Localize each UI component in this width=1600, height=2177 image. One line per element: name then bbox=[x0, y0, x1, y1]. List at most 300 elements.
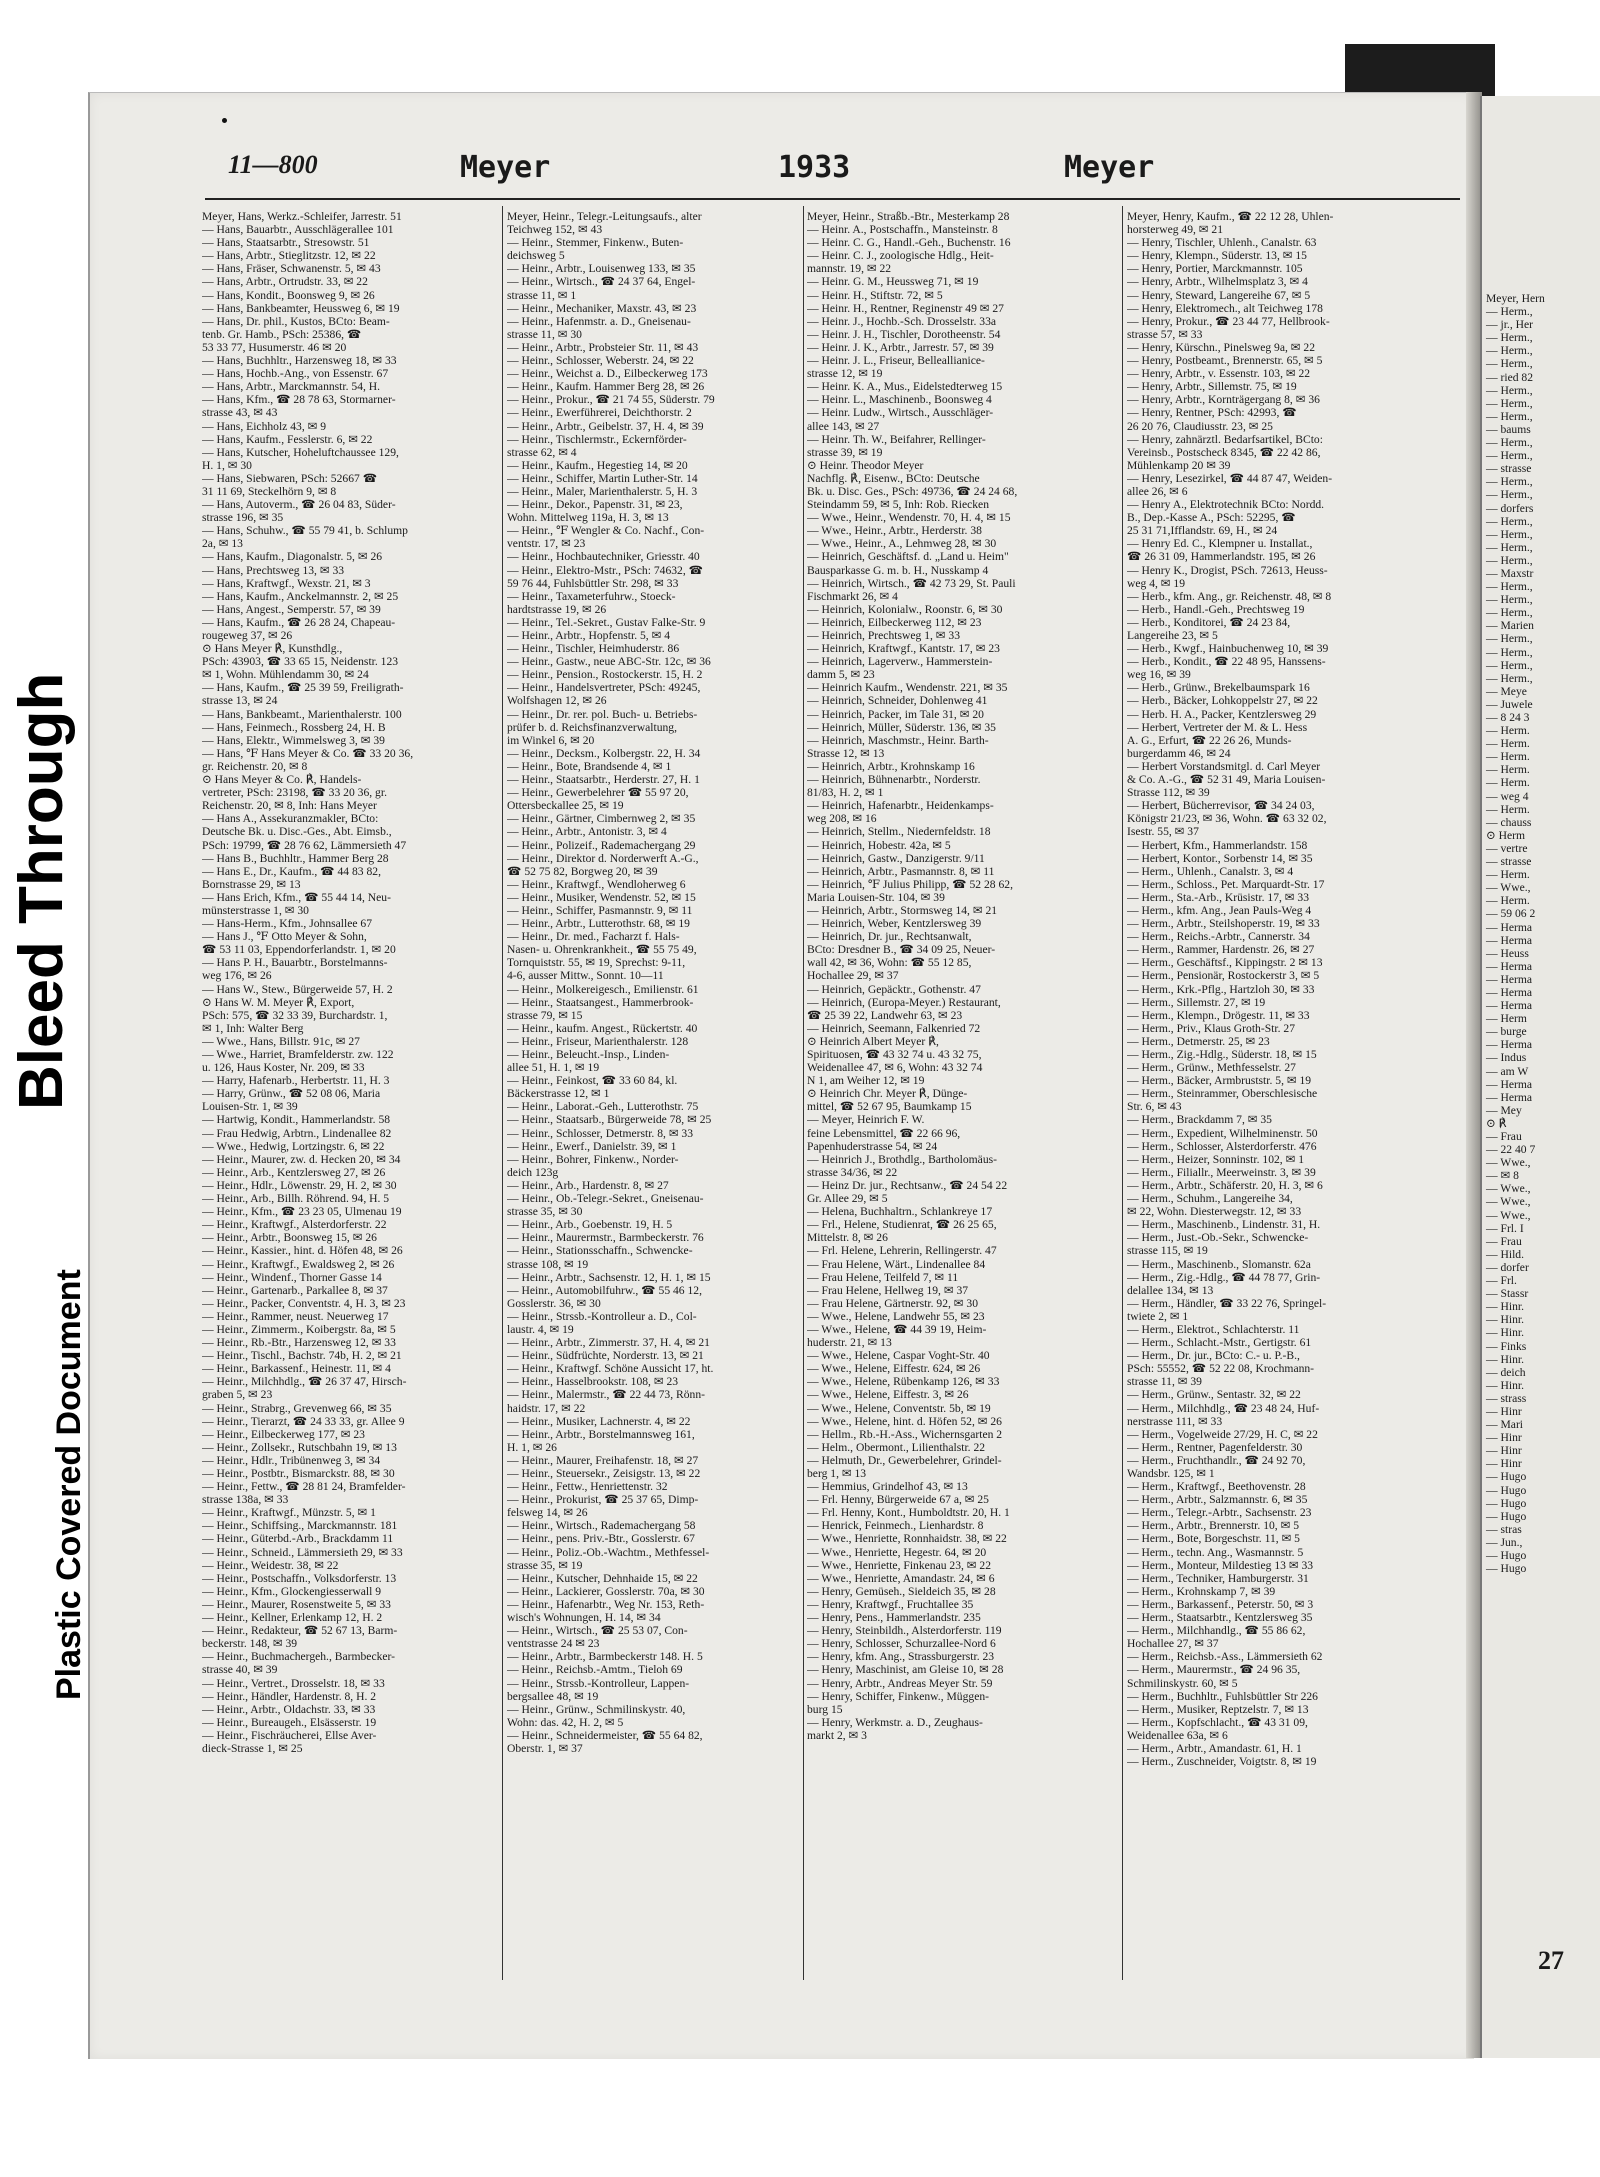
directory-entry: — Heinr., Schiffer, Pasmannstr. 9, ✉ 11 bbox=[507, 903, 693, 917]
directory-entry: — Herb., Konditorei, ☎ 24 23 84, bbox=[1127, 615, 1291, 629]
next-page-entry: ⊙ Herm bbox=[1486, 828, 1526, 842]
directory-entry: — Herm., Milchhandlg., ☎ 55 86 62, bbox=[1127, 1624, 1306, 1638]
directory-entry: — Herbert, Bücherrevisor, ☎ 34 24 03, bbox=[1127, 799, 1315, 813]
directory-entry: — Heinr., Malermstr., ☎ 22 44 73, Rönn- bbox=[507, 1388, 705, 1402]
directory-entry: — Herm., Barkassenf., Peterstr. 50, ✉ 3 bbox=[1127, 1597, 1314, 1611]
next-page-entry: — Herm., bbox=[1486, 671, 1533, 685]
directory-entry: — Heinr., Maurer, zw. d. Hecken 20, ✉ 34 bbox=[202, 1152, 401, 1166]
next-page-entry: — Herm., bbox=[1486, 357, 1533, 371]
directory-entry: — Heinr., Handelsvertreter, PSch: 49245, bbox=[507, 681, 701, 695]
directory-entry: — Heinr., Schneidermeister, ☎ 55 64 82, bbox=[507, 1728, 703, 1742]
directory-entry: — Heinr., Strabrg., Grevenweg 66, ✉ 35 bbox=[202, 1401, 392, 1415]
directory-entry: — Hans, Kraftwgf., Wexstr. 21, ✉ 3 bbox=[202, 576, 371, 590]
directory-entry: — Heinr., Arbtr., Hopfenstr. 5, ✉ 4 bbox=[507, 629, 670, 642]
directory-entry: B., Dep.-Kasse A., PSch: 52295, ☎ bbox=[1127, 511, 1296, 525]
next-page-entry: — Frl. bbox=[1486, 1274, 1517, 1288]
directory-entry: — Heinr., Arbtr., Louisenweg 133, ✉ 35 bbox=[507, 262, 696, 276]
directory-entry: — Heinr. H., Rentner, Reginenstr 49 ✉ 27 bbox=[807, 301, 1004, 315]
directory-entry: — Heinrich, Weber, Kentzlersweg 39 bbox=[807, 917, 982, 931]
directory-entry: — Herm., Staatsarbtr., Kentzlersweg 35 bbox=[1127, 1611, 1313, 1625]
directory-entry: — Heinr., Rb.-Btr., Harzensweg 12, ✉ 33 bbox=[202, 1336, 396, 1350]
directory-entry: Weidenallee 47, ✉ 6, Wohn: 43 32 74 bbox=[807, 1061, 983, 1075]
directory-entry: — Heinrich, Schneider, Dohlenweg 41 bbox=[807, 694, 988, 708]
directory-entry: Str. 6, ✉ 43 bbox=[1127, 1100, 1182, 1114]
directory-entry: — Hans-Herm., Kfm., Johnsallee 67 bbox=[202, 917, 373, 931]
directory-entry: — Frl. Henny, Bürgerweide 67 a, ✉ 25 bbox=[807, 1493, 989, 1507]
next-page-entry: — Herm., bbox=[1486, 488, 1533, 502]
directory-entry: — Heinr., Eilbeckerweg 177, ✉ 23 bbox=[202, 1427, 365, 1441]
directory-entry: — Heinr., Kraftwgf. Schöne Aussicht 17, ht. bbox=[507, 1362, 714, 1376]
directory-entry: — Heinrich, ℉ Julius Philipp, ☎ 52 28 62, bbox=[807, 877, 1013, 891]
directory-entry: Schmilinskystr. 60, ✉ 5 bbox=[1127, 1676, 1238, 1690]
directory-entry: — Heinr., Dekor., Papenstr. 31, ✉ 23, bbox=[507, 498, 683, 512]
directory-entry: — Heinr., Kassier., hint. d. Höfen 48, ✉ 26 bbox=[202, 1244, 403, 1258]
next-page-entry: — Jun., bbox=[1486, 1535, 1523, 1549]
header-rule bbox=[205, 198, 1460, 200]
directory-entry: — Herm., Musiker, Reptzelstr. 7, ✉ 13 bbox=[1127, 1702, 1309, 1716]
next-page-entry: ⊙ ℟ bbox=[1486, 1116, 1507, 1130]
directory-entry: — Heinr., Maler, Marienthalerstr. 5, H. 3 bbox=[507, 484, 698, 498]
directory-entry: u. 126, Haus Koster, Nr. 209, ✉ 33 bbox=[202, 1061, 365, 1075]
directory-entry: — Hans, Kutscher, Hoheluftchaussee 129, bbox=[202, 445, 399, 459]
directory-entry: — Heinr., Pension., Rostockerstr. 15, H. 2 bbox=[507, 668, 703, 682]
directory-entry: ⊙ Hans Meyer & Co. ℟, Handels- bbox=[202, 773, 362, 787]
directory-entry: — Herm., Kopfschlacht., ☎ 43 31 09, bbox=[1127, 1715, 1308, 1729]
directory-entry: — Hans B., Buchhltr., Hammer Berg 28 bbox=[202, 851, 389, 865]
directory-entry: — Wwe., Heinr., A., Lehmweg 28, ✉ 30 bbox=[807, 537, 997, 551]
next-page-entry: — Herm. bbox=[1486, 894, 1530, 908]
directory-entry: — Heinrich, Lagerverw., Hammerstein- bbox=[807, 655, 993, 669]
next-page-entry: — Frau bbox=[1486, 1234, 1522, 1248]
next-page-entry: — Herm., bbox=[1486, 344, 1533, 358]
directory-entry: — Heinr., Musiker, Wendenstr. 52, ✉ 15 bbox=[507, 890, 696, 904]
directory-entry: — Henry, Pens., Hammerlandstr. 235 bbox=[807, 1611, 981, 1625]
directory-entry: — Heinr., Redakteur, ☎ 52 67 13, Barm- bbox=[202, 1624, 398, 1638]
directory-entry: — Herm., kfm. Ang., Jean Pauls-Weg 4 bbox=[1127, 903, 1312, 917]
directory-entry: — Heinr., Maurermstr., Barmbeckerstr. 76 bbox=[507, 1231, 704, 1245]
directory-entry: 31 11 69, Steckelhörn 9, ✉ 8 bbox=[202, 484, 337, 498]
directory-column-2 bbox=[507, 210, 837, 1980]
next-page-entry: — Wwe., bbox=[1486, 1208, 1531, 1222]
directory-entry: strasse 34/36, ✉ 22 bbox=[807, 1165, 898, 1179]
directory-entry: — Heinr., Weidestr. 38, ✉ 22 bbox=[202, 1558, 339, 1572]
directory-entry: tenb. Gr. Hamb., PSch: 25386, ☎ bbox=[202, 327, 362, 341]
next-page-entry: — Frl. I bbox=[1486, 1221, 1524, 1235]
directory-entry: ventstrasse 24 ✉ 23 bbox=[507, 1637, 600, 1651]
directory-entry: — Herm., Buchhltr., Fuhlsbüttler Str 226 bbox=[1127, 1689, 1318, 1703]
next-page-entry: — Herm., bbox=[1486, 331, 1533, 345]
directory-entry: Spirituosen, ☎ 43 32 74 u. 43 32 75, bbox=[807, 1048, 982, 1061]
directory-entry: — Heinr., Bohrer, Finkenw., Norder- bbox=[507, 1152, 679, 1166]
directory-entry: — Henry, zahnärztl. Bedarfsartikel, BCto: bbox=[1127, 432, 1323, 446]
directory-entry: mannstr. 19, ✉ 22 bbox=[807, 262, 892, 276]
directory-column-3 bbox=[807, 210, 1137, 1980]
directory-entry: Hochallee 27, ✉ 37 bbox=[1127, 1637, 1219, 1651]
next-page-entry: — Herma bbox=[1486, 1038, 1533, 1052]
directory-entry: Oberstr. 1, ✉ 37 bbox=[507, 1741, 583, 1755]
next-page-entry: — Herma bbox=[1486, 959, 1533, 973]
directory-entry: — Henry, Tischler, Uhlenh., Canalstr. 63 bbox=[1127, 236, 1317, 250]
directory-entry: — Heinr., Automobilfuhrw., ☎ 55 46 12, bbox=[507, 1283, 702, 1297]
directory-entry: — Heinr., Arbtr., Zimmerstr. 37, H. 4, ✉ 21 bbox=[507, 1336, 710, 1350]
next-page-entry: — burge bbox=[1486, 1025, 1527, 1039]
directory-entry: Bk. u. Disc. Ges., PSch: 49736, ☎ 24 24 68, bbox=[807, 484, 1018, 498]
directory-entry: Isestr. 55, ✉ 37 bbox=[1127, 825, 1199, 839]
directory-entry: — Heinr., Maurer, Freihafenstr. 18, ✉ 27 bbox=[507, 1453, 699, 1467]
directory-entry: — Herm., Schlacht.-Mstr., Gertigstr. 61 bbox=[1127, 1336, 1312, 1350]
directory-entry: damm 5, ✉ 23 bbox=[807, 668, 875, 682]
directory-entry: — Heinrich, Seemann, Falkenried 72 bbox=[807, 1021, 981, 1035]
directory-entry: — Hans, Dr. phil., Kustos, BCto: Beam- bbox=[202, 314, 390, 328]
directory-entry: ⊙ Hans W. M. Meyer ℟, Export, bbox=[202, 995, 355, 1009]
directory-entry: — Wwe., Helene, Eiffestr. 624, ✉ 26 bbox=[807, 1362, 981, 1376]
directory-entry: — Heinrich, Arbtr., Pasmannstr. 8, ✉ 11 bbox=[807, 864, 995, 878]
directory-entry: — Herm., Arbtr., Brennerstr. 10, ✉ 5 bbox=[1127, 1519, 1300, 1533]
directory-entry: ☎ 26 31 09, Hammerlandstr. 195, ✉ 26 bbox=[1127, 550, 1316, 564]
directory-entry: deich 123g bbox=[507, 1165, 559, 1179]
directory-entry: Meyer, Henry, Kaufm., ☎ 22 12 28, Uhlen- bbox=[1127, 210, 1334, 223]
directory-entry: — Heinr., Ewerf., Danielstr. 39, ✉ 1 bbox=[507, 1139, 677, 1153]
directory-entry: — Hans, Kfm., ☎ 28 78 63, Stormarner- bbox=[202, 393, 396, 407]
directory-entry: — Hans, Feinmech., Rossberg 24, H. B bbox=[202, 720, 386, 734]
directory-entry: — Heinr. K. A., Mus., Eidelstedterweg 15 bbox=[807, 380, 1003, 394]
directory-entry: — Heinr., Hdlr., Löwenstr. 29, H. 2, ✉ 30 bbox=[202, 1178, 397, 1192]
directory-entry: — Hans, Schuhw., ☎ 55 79 41, b. Schlump bbox=[202, 524, 408, 538]
next-page-entry: — Herm. bbox=[1486, 763, 1530, 777]
directory-entry: — Herm., Zuschneider, Voigtstr. 8, ✉ 19 bbox=[1127, 1755, 1317, 1769]
directory-entry: — Herm., Arbtr., Amandastr. 61, H. 1 bbox=[1127, 1741, 1302, 1755]
directory-entry: — Herm., Grünw., Sentastr. 32, ✉ 22 bbox=[1127, 1388, 1301, 1402]
directory-entry: — Heinrich, Prechtsweg 1, ✉ 33 bbox=[807, 629, 960, 642]
directory-entry: weg 208, ✉ 16 bbox=[807, 812, 877, 826]
directory-entry: — Frl. Henny, Kont., Humboldtstr. 20, H. 1 bbox=[807, 1506, 1010, 1520]
directory-entry: haidstr. 17, ✉ 22 bbox=[507, 1401, 586, 1415]
directory-entry: — Wwe., Helene, hint. d. Höfen 52, ✉ 26 bbox=[807, 1414, 1002, 1428]
directory-entry: — Hans, Bauarbtr., Ausschlägerallee 101 bbox=[202, 223, 394, 237]
next-page-entry: — Herm. bbox=[1486, 776, 1530, 790]
directory-entry: — Herm., Brackdamm 7, ✉ 35 bbox=[1127, 1113, 1272, 1127]
directory-entry: — Henry, Arbtr., Sillemstr. 75, ✉ 19 bbox=[1127, 380, 1297, 394]
directory-entry: — Herb., Kwgf., Hainbuchenweg 10, ✉ 39 bbox=[1127, 642, 1329, 656]
next-page-entry: — Herm., bbox=[1486, 305, 1533, 319]
directory-entry: — Helmuth, Dr., Gewerbelehrer, Grindel- bbox=[807, 1453, 1002, 1467]
directory-entry: — Heinr., Kfm., ☎ 23 23 05, Ulmenau 19 bbox=[202, 1205, 402, 1219]
directory-entry: — Hans, Kaufm., Diagonalstr. 5, ✉ 26 bbox=[202, 550, 383, 564]
directory-entry: dieck-Strasse 1, ✉ 25 bbox=[202, 1741, 303, 1755]
directory-entry: — Hartwig, Kondit., Hammerlandstr. 58 bbox=[202, 1113, 391, 1127]
directory-entry: ⊙ Heinrich Chr. Meyer ℟, Dünge- bbox=[807, 1087, 968, 1101]
directory-entry: — Henry, Schiffer, Finkenw., Müggen- bbox=[807, 1689, 989, 1703]
directory-entry: — Herm., Grünw., Methfesselstr. 27 bbox=[1127, 1061, 1296, 1075]
directory-entry: — Heinr., Arbtr., Oldachstr. 33, ✉ 33 bbox=[202, 1702, 376, 1716]
next-page-entry: — Herm., bbox=[1486, 436, 1533, 450]
directory-entry: strasse 196, ✉ 35 bbox=[202, 511, 284, 525]
directory-entry: Langereihe 23, ✉ 5 bbox=[1127, 629, 1218, 642]
directory-entry: — Heinr., Bote, Brandsende 4, ✉ 1 bbox=[507, 759, 672, 773]
directory-entry: Papenhuderstrasse 54, ✉ 24 bbox=[807, 1139, 938, 1153]
directory-entry: — Herm., Rentner, Pagenfelderstr. 30 bbox=[1127, 1440, 1303, 1454]
directory-entry: Strasse 112, ✉ 39 bbox=[1127, 786, 1210, 800]
directory-entry: — Henry, Arbtr., Kornträgergang 8, ✉ 36 bbox=[1127, 393, 1320, 407]
directory-entry: — Heinr., kaufm. Angest., Rückertstr. 40 bbox=[507, 1021, 698, 1035]
directory-entry: strasse 43, ✉ 43 bbox=[202, 406, 278, 420]
directory-entry: — Herm., Reichs.-Arbtr., Cannerstr. 34 bbox=[1127, 930, 1310, 944]
next-page-entry: — 59 06 2 bbox=[1486, 907, 1536, 921]
directory-entry: — Herbert, Vertreter der M. & L. Hess bbox=[1127, 720, 1308, 734]
directory-column-4 bbox=[1127, 210, 1457, 1980]
directory-entry: — Heinr., Grünw., Schmilinskystr. 40, bbox=[507, 1702, 686, 1716]
directory-entry: Teichweg 152, ✉ 43 bbox=[507, 223, 603, 237]
directory-entry: — Hans J., ℉ Otto Meyer & Sohn, bbox=[202, 930, 367, 944]
directory-entry: Strasse 12, ✉ 13 bbox=[807, 746, 885, 760]
directory-entry: Reichenstr. 20, ✉ 8, Inh: Hans Meyer bbox=[202, 799, 377, 813]
next-page-entry: — Maxstr bbox=[1486, 566, 1534, 580]
directory-entry: — Heinr., Kraftwgf., Wendloherweg 6 bbox=[507, 877, 686, 891]
directory-entry: — Herm., Rammer, Hardenstr. 26, ✉ 27 bbox=[1127, 943, 1315, 957]
directory-entry: — Heinr., Dr. rer. pol. Buch- u. Betriebs- bbox=[507, 707, 698, 721]
directory-entry: — Herbert Vorstandsmitgl. d. Carl Meyer bbox=[1127, 759, 1321, 773]
plastic-covered-label: Plastic Covered Document bbox=[50, 1269, 88, 1700]
directory-entry: — Herb. H. A., Packer, Kentzlersweg 29 bbox=[1127, 707, 1317, 721]
directory-entry: — Heinr., Güterbd.-Arb., Brackdamm 11 bbox=[202, 1532, 394, 1546]
next-page-entry: — Hinr bbox=[1486, 1404, 1522, 1418]
directory-entry: — Heinr., Steuersekr., Zeisigstr. 13, ✉ 22 bbox=[507, 1467, 701, 1480]
directory-entry: — Heinr., Dr. med., Facharzt f. Hals- bbox=[507, 930, 680, 944]
directory-entry: Hochallee 29, ✉ 37 bbox=[807, 969, 899, 983]
directory-entry: — Herm., Elektrot., Schlachterstr. 11 bbox=[1127, 1322, 1300, 1336]
directory-entry: — Heinr., Prokur., ☎ 21 74 55, Süderstr. 79 bbox=[507, 393, 715, 407]
directory-entry: — Heinr. Th. W., Beifahrer, Rellinger- bbox=[807, 432, 986, 446]
directory-entry: — Henry, Kraftwgf., Fruchtallee 35 bbox=[807, 1597, 974, 1611]
next-page-entry: — Hugo bbox=[1486, 1562, 1527, 1576]
directory-entry: — Henry, Rentner, PSch: 42993, ☎ bbox=[1127, 406, 1297, 420]
next-page-entry: — Herm bbox=[1486, 1012, 1527, 1026]
directory-entry: — Hans, Elektr., Wimmelsweg 3, ✉ 39 bbox=[202, 733, 385, 747]
next-page-entry: — Hinr. bbox=[1486, 1313, 1525, 1327]
directory-entry: — Heinr., ℉ Wengler & Co. Nachf., Con- bbox=[507, 524, 705, 538]
directory-entry: — Heinrich, Packer, im Tale 31, ✉ 20 bbox=[807, 707, 984, 721]
directory-entry: berg 1, ✉ 13 bbox=[807, 1467, 867, 1480]
directory-entry: — Henry, Lesezirkel, ☎ 44 87 47, Weiden- bbox=[1127, 471, 1333, 485]
directory-entry: — Heinr., Milchhdlg., ☎ 26 37 47, Hirsch- bbox=[202, 1375, 407, 1389]
directory-entry: — Henry, Postbeamt., Brennerstr. 65, ✉ 5 bbox=[1127, 354, 1323, 368]
directory-entry: — Heinr., Arbtr., Probsteier Str. 11, ✉ 43 bbox=[507, 340, 699, 354]
directory-entry: — Herm., Arbtr., Schäferstr. 20, H. 3, ✉ 6 bbox=[1127, 1178, 1323, 1192]
next-page-entry: — Herm. bbox=[1486, 750, 1530, 764]
directory-entry: strasse 62, ✉ 4 bbox=[507, 445, 577, 459]
directory-entry: felsweg 14, ✉ 26 bbox=[507, 1506, 588, 1520]
directory-entry: — Hans, Siebwaren, PSch: 52667 ☎ bbox=[202, 471, 378, 485]
next-page-entry: — Meye bbox=[1486, 684, 1527, 698]
directory-entry: — Heinr., Hafenmstr. a. D., Gneisenau- bbox=[507, 314, 691, 328]
directory-entry: — Heinr. J. K., Arbtr., Jarrestr. 57, ✉ 39 bbox=[807, 340, 994, 354]
directory-entry: 53 33 77, Husumerstr. 46 ✉ 20 bbox=[202, 340, 347, 354]
directory-entry: — Hans, Kaufm., ☎ 26 28 24, Chapeau- bbox=[202, 615, 396, 629]
directory-entry: — Heinr., Beleucht.-Insp., Linden- bbox=[507, 1048, 670, 1061]
directory-entry: — Herm., Fruchthandlr., ☎ 24 92 70, bbox=[1127, 1453, 1306, 1467]
next-page-entry: — Mey bbox=[1486, 1103, 1522, 1117]
directory-entry: 25 31 71,Ifflandstr. 69, H., ✉ 24 bbox=[1127, 524, 1278, 538]
directory-entry: Steindamm 59, ✉ 5, Inh: Rob. Riecken bbox=[807, 498, 989, 512]
directory-entry: strasse 57, ✉ 33 bbox=[1127, 327, 1203, 341]
directory-entry: — Herm., Arbtr., Steilshoperstr. 19, ✉ 33 bbox=[1127, 917, 1320, 931]
directory-entry: — Henry, Schlosser, Schurzallee-Nord 6 bbox=[807, 1637, 996, 1651]
directory-entry: Bausparkasse G. m. b. H., Nusskamp 4 bbox=[807, 563, 989, 577]
directory-entry: PSch: 19799, ☎ 28 76 62, Lämmersieth 47 bbox=[202, 838, 407, 852]
next-page-number: 27 bbox=[1538, 1946, 1564, 1975]
directory-entry: — Wwe., Henriette, Finkenau 23, ✉ 22 bbox=[807, 1558, 992, 1572]
next-page-entry: — dorfers bbox=[1486, 501, 1534, 515]
directory-entry: — Heinr., Fettw., Henriettenstr. 32 bbox=[507, 1480, 668, 1494]
directory-entry: — Heinr., Südfrüchte, Norderstr. 13, ✉ 21 bbox=[507, 1349, 704, 1363]
directory-entry: — Heinr. L., Maschinenb., Boonsweg 4 bbox=[807, 393, 992, 407]
directory-entry: — Henry, Steinbildh., Alsterdorferstr. 119 bbox=[807, 1624, 1002, 1638]
next-page-entry: — Herm., bbox=[1486, 632, 1533, 646]
directory-entry: — Heinr., Strssb.-Kontrolleur, Lappen- bbox=[507, 1676, 690, 1690]
directory-entry: weg 16, ✉ 39 bbox=[1127, 668, 1191, 682]
next-page-entry: — Hild. bbox=[1486, 1247, 1525, 1261]
directory-entry: — Heinr. Ludw., Wirtsch., Ausschläger- bbox=[807, 406, 994, 420]
directory-entry: — Herb., Grünw., Brekelbaumspark 16 bbox=[1127, 681, 1310, 695]
directory-entry: — Wwe., Heinr., Arbtr., Herderstr. 38 bbox=[807, 524, 982, 538]
directory-entry: ✉ 1, Wohn. Mühlendamm 30, ✉ 24 bbox=[202, 668, 369, 682]
directory-entry: — Hans, ℉ Hans Meyer & Co. ☎ 33 20 36, bbox=[202, 746, 414, 760]
directory-entry: — Heinr., Händler, Hardenstr. 8, H. 2 bbox=[202, 1689, 377, 1703]
directory-entry: — Heinr. C. J., zoologische Hdlg., Heit- bbox=[807, 249, 994, 263]
directory-entry: — Wwe., Harriet, Bramfelderstr. zw. 122 bbox=[202, 1048, 394, 1061]
directory-entry: PSch: 55552, ☎ 52 22 08, Krochmann- bbox=[1127, 1362, 1315, 1376]
next-page-entry: — 22 40 7 bbox=[1486, 1143, 1536, 1157]
next-page-entry: — Herm., bbox=[1486, 409, 1533, 423]
directory-entry: — Herb., Bäcker, Lohkoppelstr 27, ✉ 22 bbox=[1127, 694, 1318, 708]
directory-entry: — Heinr., Kaufm. Hammer Berg 28, ✉ 26 bbox=[507, 380, 705, 394]
directory-entry: — Heinr., Arbtr., Sachsenstr. 12, H. 1, ✉ 15 bbox=[507, 1270, 711, 1284]
directory-entry: — Heinr., Wirtsch., Rademachergang 58 bbox=[507, 1519, 696, 1533]
directory-entry: — Heinr., Wirtsch., ☎ 24 37 64, Engel- bbox=[507, 275, 696, 289]
directory-entry: — Heinr., Tischlermstr., Eckernförder- bbox=[507, 432, 687, 446]
directory-entry: — Meyer, Heinrich F. W. bbox=[807, 1113, 925, 1127]
directory-entry: — Heinr., Stationsschaffn., Schwencke- bbox=[507, 1244, 693, 1258]
directory-entry: — Henry, Steward, Langereihe 67, ✉ 5 bbox=[1127, 288, 1311, 302]
directory-entry: — Heinrich Kaufm., Wendenstr. 221, ✉ 35 bbox=[807, 681, 1008, 695]
directory-entry: mittel, ☎ 52 67 95, Baumkamp 15 bbox=[807, 1100, 972, 1114]
next-page-entry: — Herma bbox=[1486, 999, 1533, 1013]
directory-entry: & Co. A.-G., ☎ 52 31 49, Maria Louisen- bbox=[1127, 773, 1326, 787]
directory-entry: — Heinrich, Müller, Süderstr. 136, ✉ 35 bbox=[807, 720, 996, 734]
directory-entry: strasse 35, ✉ 19 bbox=[507, 1558, 583, 1572]
directory-entry: — Frau Hedwig, Arbtrn., Lindenallee 82 bbox=[202, 1126, 392, 1140]
directory-entry: strasse 138a, ✉ 33 bbox=[202, 1493, 289, 1507]
directory-entry: ⊙ Heinrich Albert Meyer ℟, bbox=[807, 1034, 939, 1048]
directory-entry: — Heinz Dr. jur., Rechtsanw., ☎ 24 54 22 bbox=[807, 1178, 1008, 1192]
directory-entry: — Heinr., Ob.-Telegr.-Sekret., Gneisenau- bbox=[507, 1192, 704, 1206]
directory-entry: burgerdamm 46, ✉ 24 bbox=[1127, 746, 1231, 760]
next-page-entry: — Herm., bbox=[1486, 580, 1533, 594]
directory-entry: — Wwe., Hans, Billstr. 91c, ✉ 27 bbox=[202, 1034, 360, 1048]
directory-entry: — Hans, Angest., Semperstr. 57, ✉ 39 bbox=[202, 602, 381, 616]
header-name-left: Meyer bbox=[460, 150, 551, 185]
directory-entry: — Herm., Schloss., Pet. Marquardt-Str. 17 bbox=[1127, 877, 1325, 891]
directory-entry: — Heinr., Tierarzt, ☎ 24 33 33, gr. Allee 9 bbox=[202, 1414, 405, 1428]
next-page-entry: — Hinr bbox=[1486, 1444, 1522, 1458]
directory-entry: — Heinr., Strssb.-Kontrolleur a. D., Col- bbox=[507, 1309, 697, 1323]
directory-entry: — Hans, Kaufm., ☎ 25 39 59, Freiligrath- bbox=[202, 681, 404, 695]
directory-entry: — Heinrich, Dr. jur., Rechtsanwalt, bbox=[807, 930, 972, 944]
directory-entry: Maria Louisen-Str. 104, ✉ 39 bbox=[807, 890, 945, 904]
directory-entry: — Heinr., Hochbautechniker, Griesstr. 40 bbox=[507, 550, 700, 564]
directory-entry: — Heinr., Hasselbrookstr. 108, ✉ 23 bbox=[507, 1375, 679, 1389]
directory-entry: — Heinr., Mechaniker, Maxstr. 43, ✉ 23 bbox=[507, 301, 697, 315]
directory-entry: — Heinr., Kaufm., Hegestieg 14, ✉ 20 bbox=[507, 458, 688, 472]
directory-entry: — Henry Ed. C., Klempner u. Installat., bbox=[1127, 537, 1313, 551]
directory-entry: — Wwe., Henriette, Amandastr. 24, ✉ 6 bbox=[807, 1571, 995, 1585]
directory-entry: Deutsche Bk. u. Disc.-Ges., Abt. Eimsb., bbox=[202, 825, 392, 839]
directory-entry: Königstr 21/23, ✉ 36, Wohn. ☎ 63 32 02, bbox=[1127, 812, 1327, 826]
directory-entry: — Herm., Vogelweide 27/29, H. C, ✉ 22 bbox=[1127, 1427, 1318, 1441]
directory-entry: N 1, am Weiher 12, ✉ 19 bbox=[807, 1074, 925, 1088]
directory-entry: — Heinr., Wirtsch., ☎ 25 53 07, Con- bbox=[507, 1624, 688, 1638]
directory-entry: — Henry A., Elektrotechnik BCto: Nordd. bbox=[1127, 498, 1325, 512]
directory-entry: — Hans, Autoverm., ☎ 26 04 83, Süder- bbox=[202, 498, 396, 512]
directory-entry: — Herm., Steinrammer, Oberschlesische bbox=[1127, 1087, 1318, 1101]
directory-entry: — Heinr., Maurer, Rosenstweite 5, ✉ 33 bbox=[202, 1597, 391, 1611]
directory-entry: — Heinr., Weichst a. D., Eilbeckerweg 173 bbox=[507, 367, 708, 381]
directory-entry: — Heinr., Laborat.-Geh., Lutterothstr. 75 bbox=[507, 1100, 699, 1114]
directory-entry: — Heinr., Bureaugeh., Elsässerstr. 19 bbox=[202, 1715, 377, 1729]
directory-entry: — Henry K., Drogist, PSch. 72613, Heuss- bbox=[1127, 563, 1328, 577]
next-page-entry: — Herm., bbox=[1486, 527, 1533, 541]
directory-entry: Wolfshagen 12, ✉ 26 bbox=[507, 694, 607, 708]
directory-entry: — Heinr., Reichsb.-Amtm., Tieloh 69 bbox=[507, 1663, 683, 1677]
directory-entry: — Henry, Arbtr., v. Essenstr. 103, ✉ 22 bbox=[1127, 367, 1311, 381]
next-page-entry: — Wwe., bbox=[1486, 1156, 1531, 1170]
next-page-entry: — deich bbox=[1486, 1365, 1526, 1379]
directory-entry: — Herm., Filiallr., Meerweinstr. 3, ✉ 39 bbox=[1127, 1165, 1316, 1179]
directory-entry: — Heinr., Rammer, neust. Neuerweg 17 bbox=[202, 1309, 389, 1323]
directory-entry: — Hans E., Dr., Kaufm., ☎ 44 83 82, bbox=[202, 864, 381, 878]
directory-entry: — Heinr., Kraftwgf., Münzstr. 5, ✉ 1 bbox=[202, 1506, 376, 1520]
directory-entry: — Henry, Arbtr., Wilhelmsplatz 3, ✉ 4 bbox=[1127, 275, 1308, 289]
directory-entry: — Henry, Klempn., Süderstr. 13, ✉ 15 bbox=[1127, 249, 1307, 263]
directory-entry: strasse 79, ✉ 15 bbox=[507, 1008, 583, 1022]
next-page-entry: — Herma bbox=[1486, 972, 1533, 986]
next-page-entry: — Hugo bbox=[1486, 1549, 1527, 1562]
directory-entry: — Herm., Schlosser, Alsterdorferstr. 476 bbox=[1127, 1139, 1317, 1153]
directory-entry: — Helena, Buchhaltrn., Schlankreye 17 bbox=[807, 1205, 993, 1219]
directory-entry: — Herb., Handl.-Geh., Prechtsweg 19 bbox=[1127, 602, 1305, 616]
next-page-entry: — Herm., bbox=[1486, 475, 1533, 489]
directory-entry: — Herm., Heizer, Sonninstr. 102, ✉ 1 bbox=[1127, 1152, 1305, 1166]
directory-entry: BCto: Dresdner B., ☎ 34 09 25, Neuer- bbox=[807, 943, 996, 957]
next-page-entry: — Indus bbox=[1486, 1051, 1527, 1065]
directory-entry: — Heinrich, Gepäcktr., Gothenstr. 47 bbox=[807, 982, 981, 996]
directory-entry: — Heinr., Feinkost, ☎ 33 60 84, kl. bbox=[507, 1074, 678, 1088]
directory-entry: — Hans P. H., Bauarbtr., Borstelmanns- bbox=[202, 956, 388, 970]
directory-entry: — Heinr. J. H., Tischler, Dorotheenstr. 54 bbox=[807, 327, 1001, 341]
directory-entry: — Heinr., Kutscher, Dehnhaide 15, ✉ 22 bbox=[507, 1571, 698, 1585]
directory-entry: — Herm., Bote, Borgeschstr. 11, ✉ 5 bbox=[1127, 1532, 1300, 1546]
directory-entry: — Heinr., Gewerbelehrer ☎ 55 97 20, bbox=[507, 786, 689, 800]
directory-entry: — Heinr., Stemmer, Finkenw., Buten- bbox=[507, 236, 684, 250]
directory-entry: — Herm., Uhlenh., Canalstr. 3, ✉ 4 bbox=[1127, 864, 1294, 878]
directory-entry: — Hans A., Assekuranzmakler, BCto: bbox=[202, 812, 379, 826]
next-page-entry: — Herm., bbox=[1486, 593, 1533, 607]
directory-entry: ⊙ Hans Meyer ℟, Kunsthdlg., bbox=[202, 642, 343, 656]
directory-entry: — Hans Erich, Kfm., ☎ 55 44 14, Neu- bbox=[202, 890, 391, 904]
directory-entry: — Heinr., Arb., Kentzlersweg 27, ✉ 26 bbox=[202, 1165, 386, 1179]
directory-entry: — Hans, Kaufm., Fesslerstr. 6, ✉ 22 bbox=[202, 432, 373, 446]
directory-entry: — Herm., Geschäftsf., Kippingstr. 2 ✉ 13 bbox=[1127, 956, 1323, 970]
